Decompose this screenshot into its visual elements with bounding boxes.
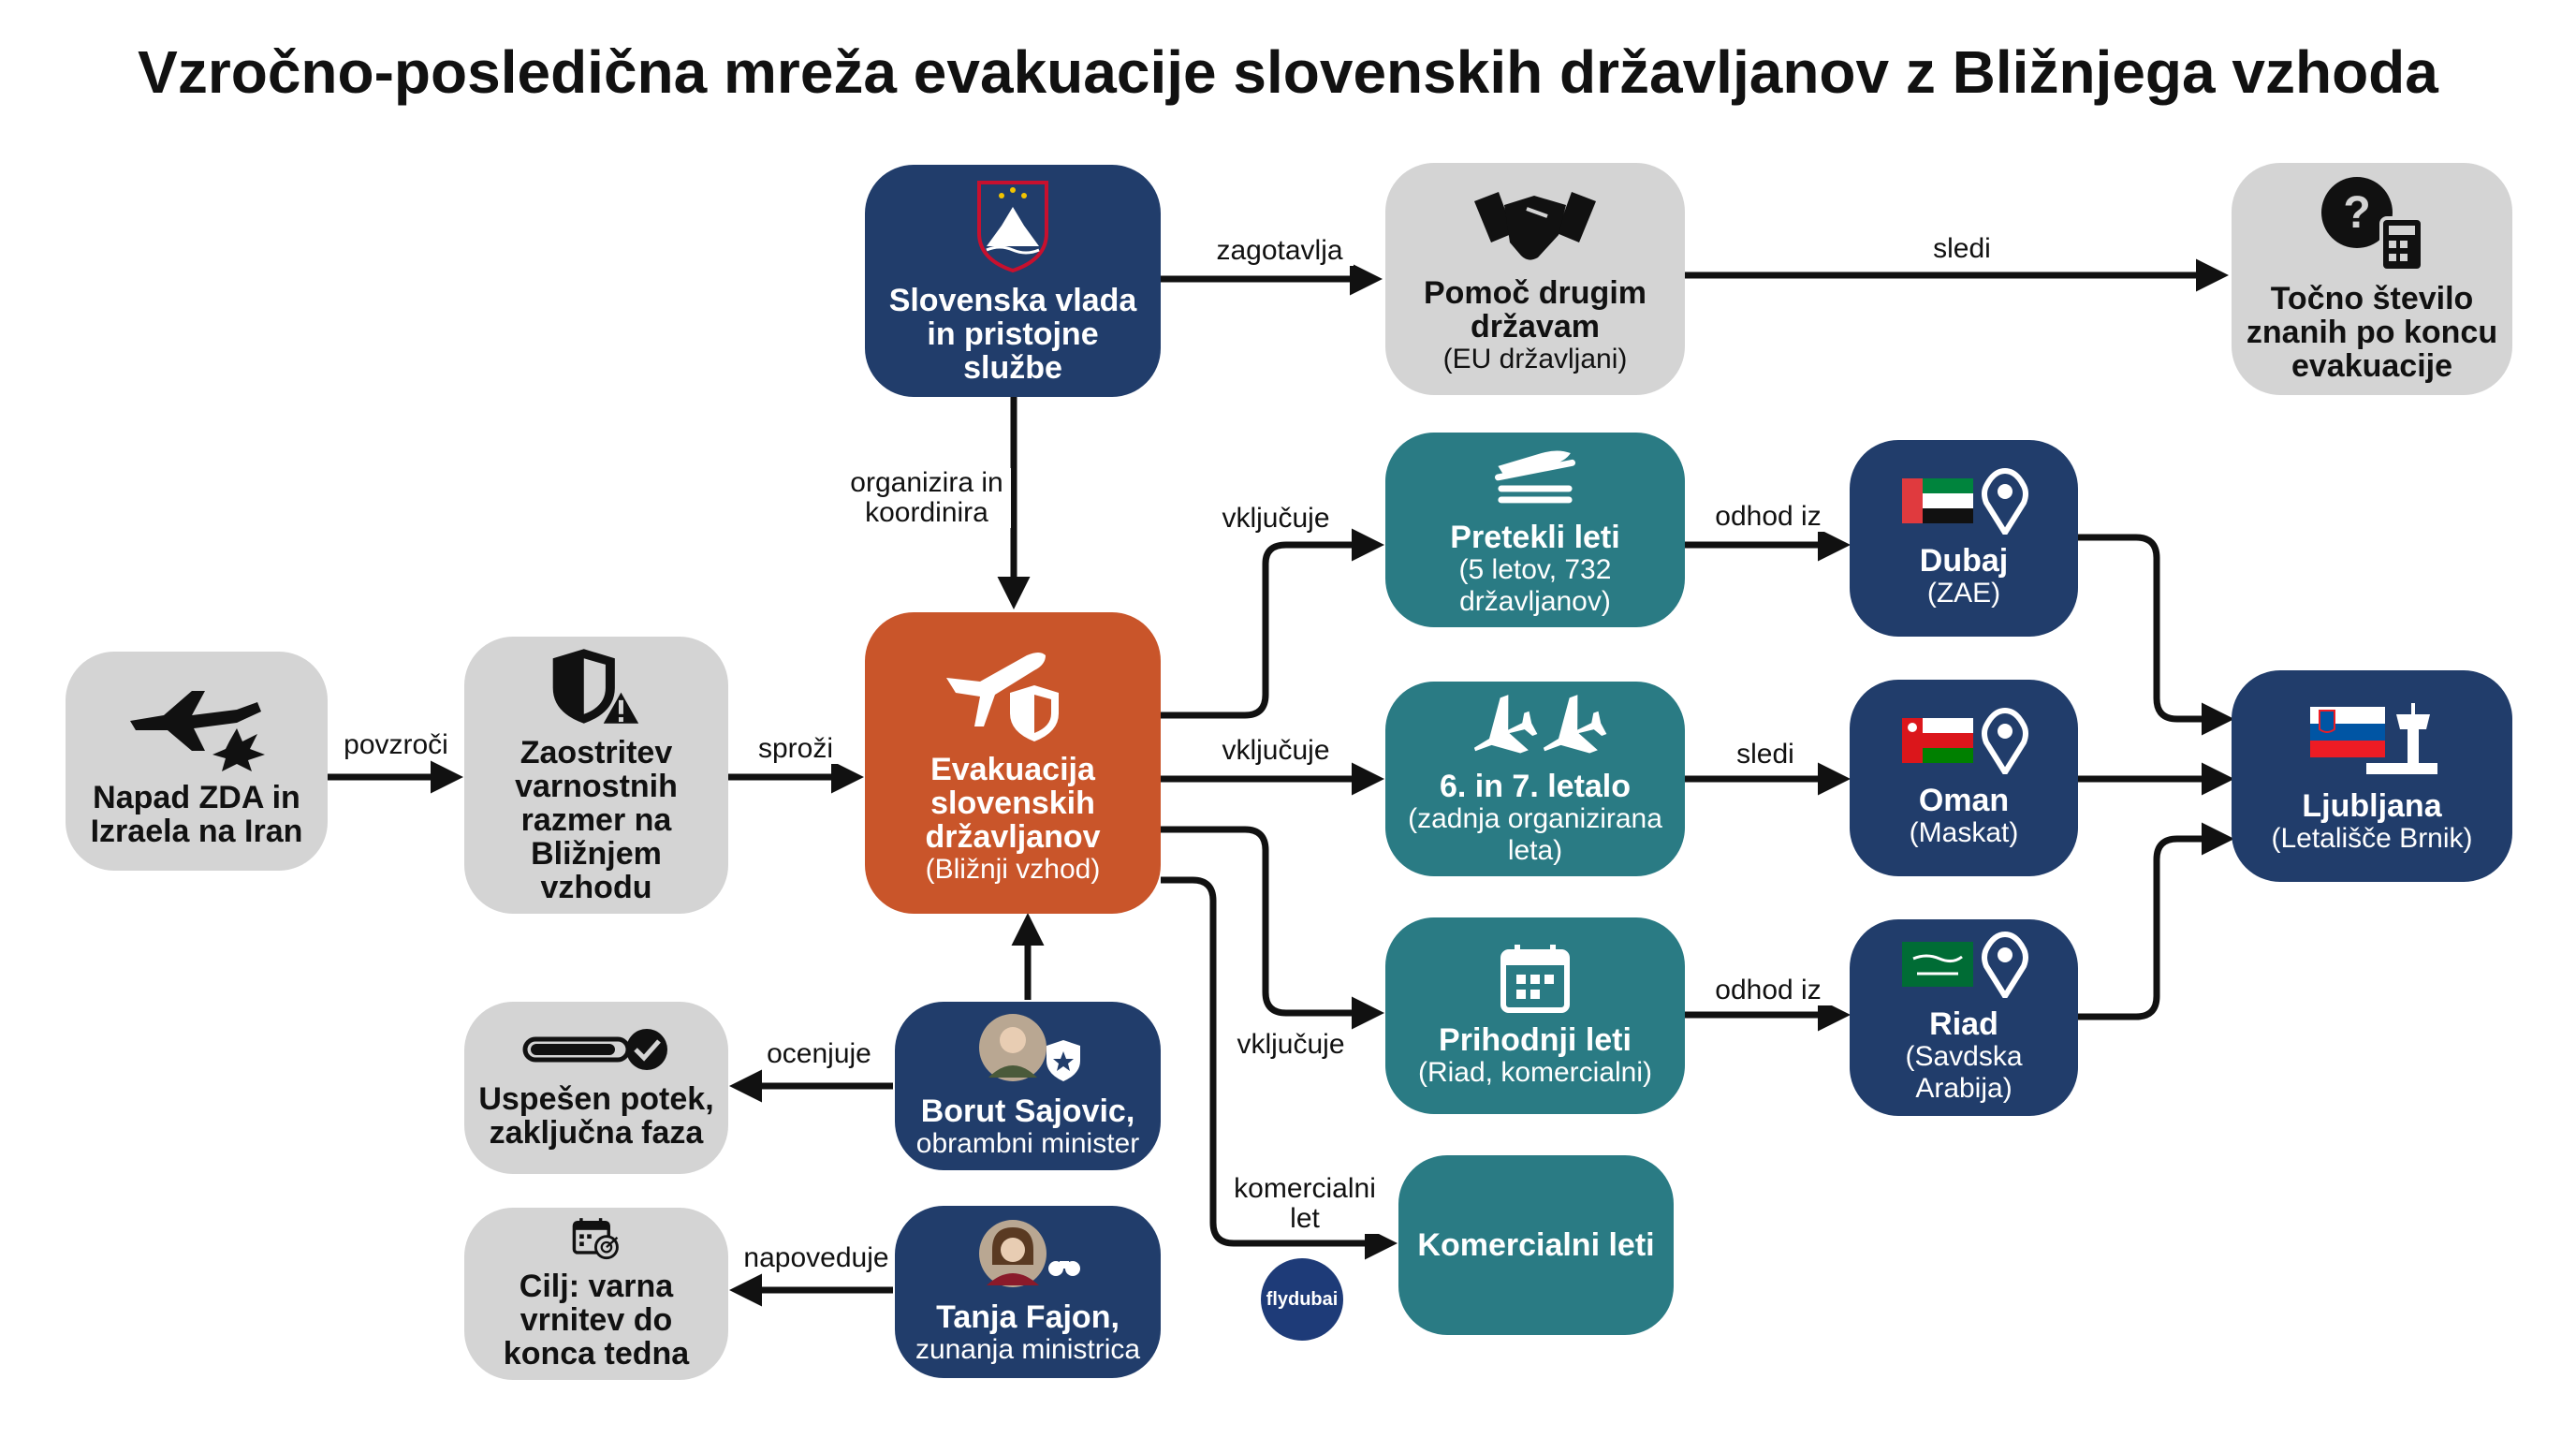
two-planes-icon — [1460, 691, 1610, 760]
edge-label-zagotavlja: zagotavlja — [1206, 236, 1354, 266]
node-prihodnji-sub: (Riad, komercialni) — [1417, 1057, 1653, 1088]
edge-label-odhod-1: odhod iz — [1704, 502, 1833, 532]
person-badge-icon — [972, 1012, 1084, 1085]
node-cilj-title: Cilj: varna vrnitev do konca tedna — [503, 1269, 690, 1372]
node-dubaj-title: Dubaj — [1919, 543, 2009, 579]
question-calculator-icon — [2320, 175, 2424, 272]
svg-text:?: ? — [2343, 188, 2371, 238]
slovenia-flag-tower-icon — [2306, 697, 2437, 780]
node-ljubljana-sub: (Letališče Brnik) — [2271, 823, 2473, 854]
departures-icon — [1486, 442, 1584, 511]
node-sajovic-sub: obrambni minister — [915, 1128, 1140, 1159]
fighter-jet-explosion-icon — [126, 674, 267, 771]
calendar-icon — [1500, 943, 1571, 1014]
edge-label-vkljucuje-2: vključuje — [1211, 736, 1340, 766]
edge-riad-ljubljana — [2078, 839, 2228, 1017]
uae-flag-pin-icon — [1898, 467, 2029, 535]
node-evakuacija — [865, 612, 1161, 914]
node-ljubljana — [2232, 670, 2512, 882]
node-dubaj-sub: (ZAE) — [1926, 578, 2001, 609]
person-binoculars-icon — [972, 1218, 1084, 1291]
node-vlada — [865, 165, 1161, 397]
node-fajon-title: Tanja Fajon, — [936, 1299, 1120, 1335]
node-uspesen-title: Uspešen potek, zaključna faza — [478, 1081, 714, 1151]
node-uspesen — [464, 1002, 728, 1174]
calendar-target-icon — [554, 1217, 638, 1260]
page-title: Vzročno-posledična mreža evakuacije slovenskih državljanov z Bližnjega vzhoda — [138, 38, 2438, 106]
edge-label-sledi-mid: sledi — [1713, 740, 1818, 770]
edge-label-ocenjuje: ocenjuje — [754, 1039, 884, 1069]
slovenia-coat-of-arms-icon — [973, 177, 1052, 274]
node-zaostritev-title: Zaostritev varnostnih razmer na Bližnjem vzhodu — [515, 735, 678, 905]
edge-label-sledi-top: sledi — [1910, 234, 2014, 264]
edge-label-vkljucuje-3: vključuje — [1226, 1030, 1355, 1060]
edge-dubaj-ljubljana — [2078, 537, 2228, 719]
node-oman-sub: (Maskat) — [1909, 817, 2019, 848]
node-oman-title: Oman — [1918, 783, 2010, 818]
node-pomoc — [1385, 163, 1685, 395]
node-pretekli — [1385, 433, 1685, 627]
node-dubaj — [1850, 440, 2078, 637]
shield-warning-icon — [540, 646, 652, 726]
edge-label-povzroci: povzroči — [337, 730, 455, 760]
node-prihodnji — [1385, 917, 1685, 1114]
edge-label-komercialni-let: komercialni let — [1222, 1174, 1387, 1234]
node-pretekli-title: Pretekli leti — [1450, 520, 1620, 555]
node-stevilo — [2232, 163, 2512, 395]
node-letala67-title: 6. in 7. letalo — [1439, 769, 1632, 804]
edge-label-odhod-2: odhod iz — [1704, 976, 1833, 1005]
node-zaostritev — [464, 637, 728, 914]
edge-evakuacija-pretekli — [1161, 545, 1378, 715]
edge-label-napoveduje: napoveduje — [738, 1243, 895, 1273]
node-ljubljana-title: Ljubljana — [2302, 788, 2442, 824]
node-napad — [66, 652, 328, 871]
node-napad-title: Napad ZDA in Izraela na Iran — [90, 780, 303, 849]
node-vlada-title: Slovenska vlada in pristojne službe — [888, 283, 1137, 386]
node-letala67 — [1385, 682, 1685, 876]
node-cilj — [464, 1208, 728, 1380]
node-sajovic — [895, 1002, 1161, 1170]
node-riad-title: Riad — [1929, 1006, 1998, 1042]
progress-check-icon — [521, 1026, 671, 1073]
node-komercialni-title: Komercialni leti — [1417, 1227, 1655, 1263]
node-fajon-sub: zunanja ministrica — [915, 1334, 1141, 1365]
edge-label-sprozi: sproži — [745, 734, 846, 764]
edge-evakuacija-prihodnji — [1161, 829, 1378, 1013]
node-sajovic-title: Borut Sajovic, — [920, 1093, 1135, 1129]
plane-shield-icon — [943, 640, 1083, 743]
node-pomoc-sub: (EU državljani) — [1442, 344, 1628, 374]
node-fajon — [895, 1206, 1161, 1378]
node-komercialni — [1398, 1155, 1674, 1335]
node-letala67-sub: (zadnja organizirana leta) — [1408, 803, 1662, 866]
node-prihodnji-title: Prihodnji leti — [1439, 1022, 1632, 1058]
node-oman — [1850, 680, 2078, 876]
node-pomoc-title: Pomoč drugim državam — [1423, 275, 1647, 345]
flydubai-logo: flydubai — [1261, 1258, 1343, 1341]
node-pretekli-sub: (5 letov, 732 državljanov) — [1458, 554, 1612, 617]
oman-flag-pin-icon — [1898, 707, 2029, 774]
edge-label-vkljucuje-1: vključuje — [1211, 504, 1340, 534]
node-riad — [1850, 919, 2078, 1116]
node-riad-sub: (Savdska Arabija) — [1905, 1041, 2023, 1104]
node-evakuacija-title: Evakuacija slovenskih državljanov — [925, 752, 1101, 855]
saudi-flag-pin-icon — [1898, 931, 2029, 998]
handshake-icon — [1472, 183, 1598, 267]
node-stevilo-title: Točno število znanih po koncu evakuacije — [2246, 281, 2498, 384]
edge-label-organizira: organizira in koordinira — [842, 468, 1011, 528]
node-evakuacija-sub: (Bližnji vzhod) — [925, 854, 1101, 885]
